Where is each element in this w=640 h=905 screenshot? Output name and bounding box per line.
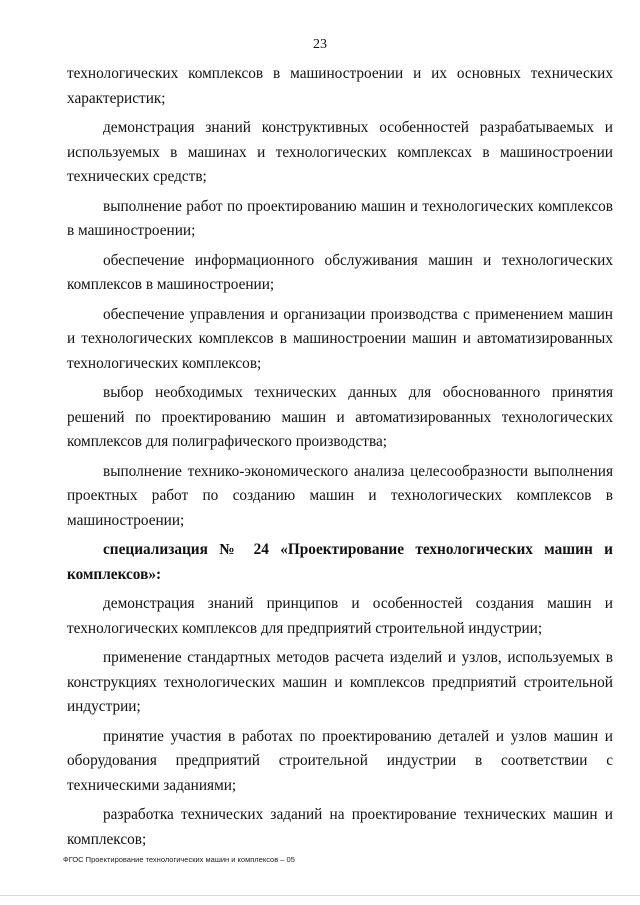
paragraph: обеспечение информационного обслуживания машин и технологических комплексов в машиностроении; [67, 251, 613, 293]
page-footer: ФГОС Проектирование технологических машин и комплексов – 05 [63, 855, 295, 864]
paragraph: применение стандартных методов расчета изделий и узлов, используемых в конструкциях технологических машин и комплексов предприятий строительной индустрии; [67, 649, 613, 715]
scan-edge-line [0, 895, 640, 896]
page-number: 23 [313, 37, 327, 52]
paragraph: разработка технических заданий на проектирование технических машин и комплексов; [67, 806, 613, 848]
paragraph: технологических комплексов в машиностроении и их основных технических характеристик; [67, 65, 613, 107]
paragraph: принятие участия в работах по проектированию деталей и узлов машин и оборудования предприятий строительной индустрии в соответствии с техническими заданиями; [67, 727, 613, 794]
paragraph: выполнение технико-экономического анализа целесообразности выполнения проектных работ по созданию машин и технологических комплексов в машиностроении; [67, 462, 613, 529]
paragraph: выполнение работ по проектированию машин и технологических комплексов в машиностроении; [67, 197, 613, 239]
paragraph: демонстрация знаний конструктивных особенностей разрабатываемых и используемых в машинах и технологических комплексах в машиностроении технических средств; [67, 119, 613, 185]
document-body [67, 62, 613, 857]
paragraph: демонстрация знаний принципов и особенностей создания машин и технологических комплексов для предприятий строительной индустрии; [67, 595, 613, 637]
section-heading: специализация № 24 «Проектирование технологических машин и комплексов»: [67, 541, 613, 583]
paragraph: выбор необходимых технических данных для обоснованного принятия решений по проектированию машин и автоматизированных технологических комплексов для полиграфического производства; [67, 384, 613, 450]
paragraph: обеспечение управления и организации производства с применением машин и технологических комплексов в машиностроении машин и автоматизированных технологических комплексов; [67, 305, 613, 372]
